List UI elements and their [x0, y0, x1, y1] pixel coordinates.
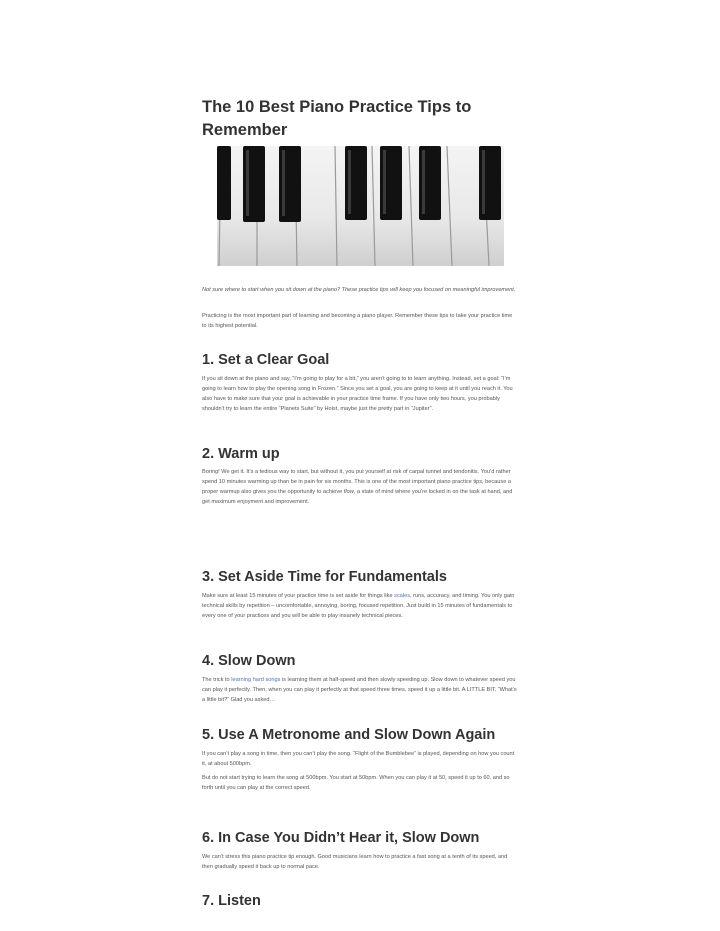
section-heading: 2. Warm up — [202, 446, 280, 462]
section-heading: 4. Slow Down — [202, 653, 296, 669]
section-paragraph — [202, 675, 518, 705]
page-title: The 10 Best Piano Practice Tips to Remember — [202, 98, 472, 139]
section-paragraph: If you can’t play a song in time, then you can’t play the song. “Flight of the Bumblebee” is played, depending on how you count it, at about 500bpm. — [202, 751, 515, 767]
section-paragraph — [202, 467, 518, 507]
section-heading: 3. Set Aside Time for Fundamentals — [202, 569, 447, 585]
article — [202, 0, 518, 909]
intro-paragraph: Practicing is the most important part of learning and becoming a piano player. Remember these tips to take your practice time to its highest potential. — [202, 313, 513, 329]
text-run: Make sure at least 15 minutes of your practice time is set aside for things like — [202, 593, 395, 599]
section-paragraph — [202, 591, 518, 621]
section-heading: 7. Listen — [202, 893, 261, 909]
scales-link[interactable]: scales — [394, 593, 410, 599]
text-run: , runs, accuracy, and timing. You only gain technical skills by repetition – uncomfortable, annoying, boring, focused repetition. Just build in 15 minutes of fundamentals to every one of your practices and you will be able to play insanely technical pieces. — [202, 593, 515, 619]
intro-italic: Not sure where to start when you sit down at the piano? These practice tips will keep you focused on meaningful improvement. — [202, 287, 516, 293]
section-paragraph: We can’t stress this piano practice tip enough. Good musicians learn how to practice a fast song at a tenth of its speed, and then gradually speed it back up to normal pace. — [202, 854, 508, 870]
piano-keys-illustration — [217, 146, 504, 266]
section-heading: 6. In Case You Didn’t Hear it, Slow Down — [202, 830, 480, 846]
hero-image — [217, 146, 504, 266]
text-run: , a state of mind where you’re locked in on the task at hand, and get maximum enjoyment and improvement. — [202, 489, 513, 505]
learning-hard-songs-link[interactable]: learning hard songs — [231, 677, 281, 683]
section-paragraph: But do not start trying to learn the song at 500bpm. You start at 50bpm. When you can play it at 50, speed it up to 60, and so forth until you can play at the correct speed. — [202, 775, 510, 791]
section-paragraph: If you sit down at the piano and say, “I’m going to play for a bit,” you aren’t going to to learn anything. Instead, set a goal: “I’m going to learn how to play the opening song in Frozen.” Since you set a goal, you are going to keep at it until you reach it. You also have to make sure that your goal is achievable in your practice time frame. If you have only two hours, you probably shouldn’t try to learn the entire “Planets Suite” by Holst, maybe just the pretty part in “Jupiter”. — [202, 376, 513, 412]
section-heading: 1. Set a Clear Goal — [202, 352, 330, 368]
section-heading: 5. Use A Metronome and Slow Down Again — [202, 727, 496, 743]
text-run: Boring! We get it. It’s a tedious way to start, but without it, you put yourself at risk of carpal tunnel and tendonitis. You’d rather spend 10 minutes warming up than be in pain for six months. This is one of the most important piano practice tips, because a proper warmup also gives you the opportunity to achieve — [202, 469, 511, 495]
emphasis-flow: flow — [343, 489, 354, 495]
text-run: is learning them at half-speed and then slowly speeding up. Slow down to whatever speed you can play it perfectly. Then, when you can play it perfectly at that speed three times, speed it up a little bit. A LITTLE BIT. “What’s a little bit?” Glad you asked… — [202, 677, 517, 703]
text-run: The trick to — [202, 677, 232, 683]
